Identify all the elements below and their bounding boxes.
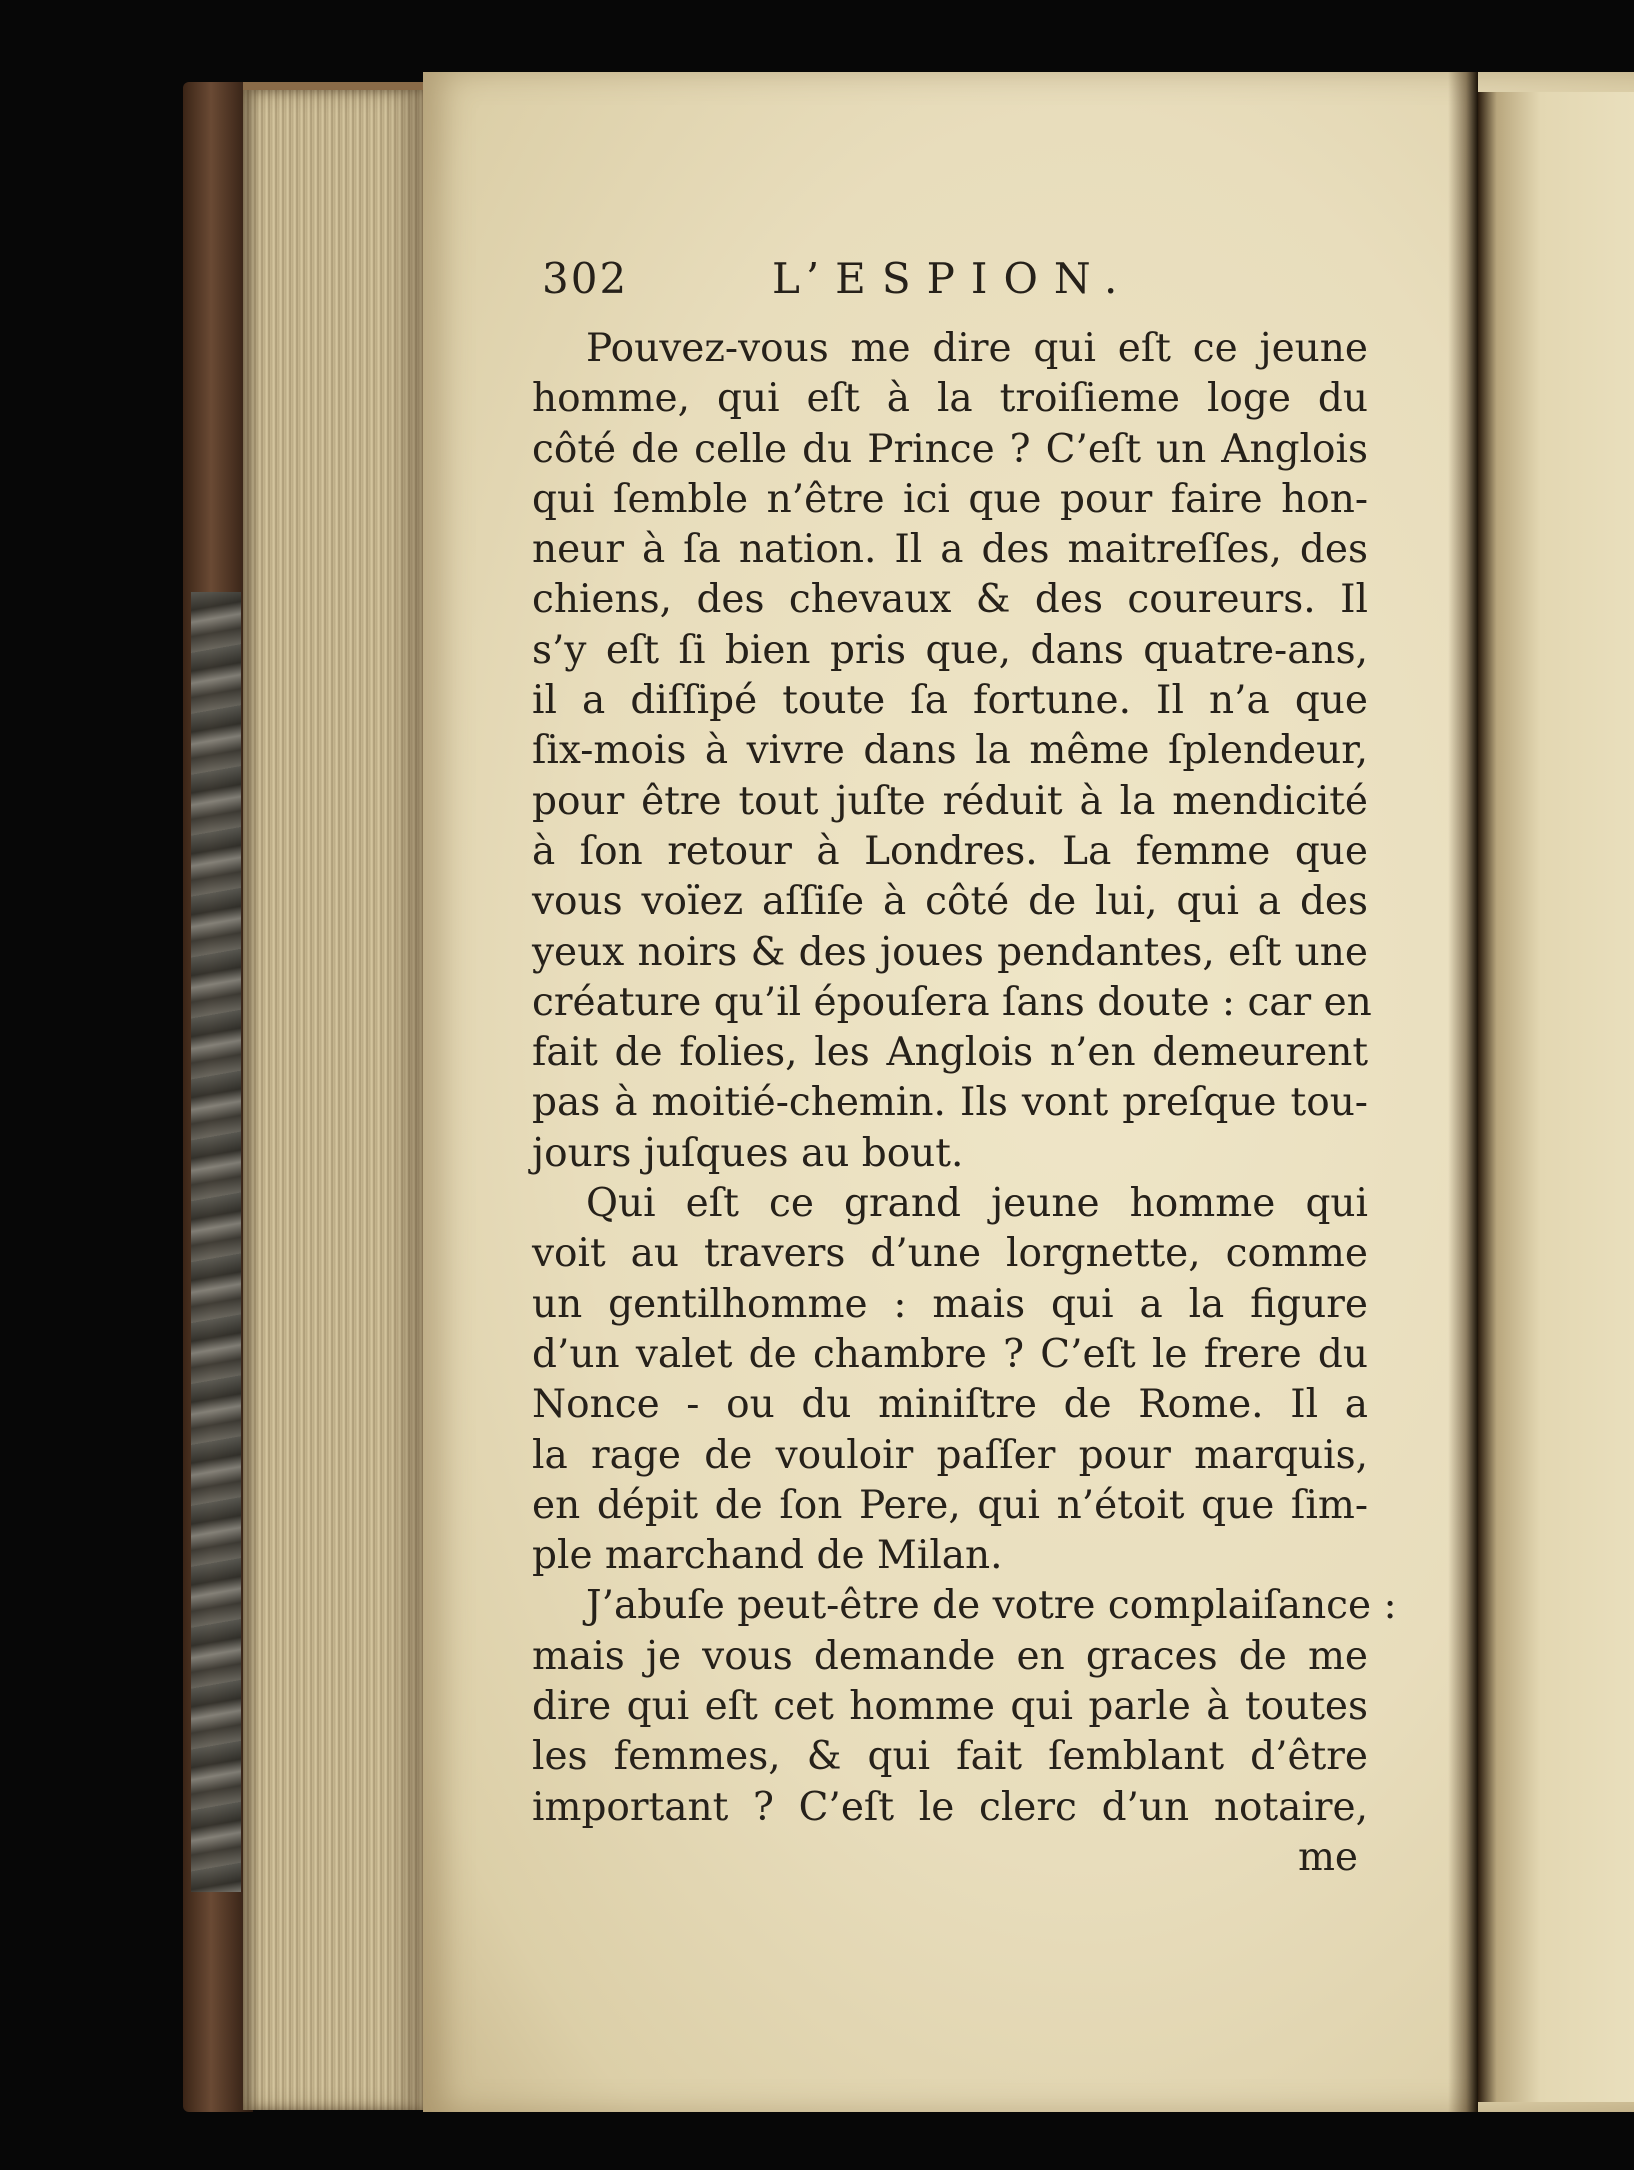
text-line: jours juſques au bout. <box>532 1130 964 1176</box>
text-line: la rage de vouloir paſſer pour marquis, <box>532 1432 1368 1478</box>
text-line: neur à ſa nation. Il a des maitreſſes, des <box>532 527 1368 573</box>
marbled-board <box>191 592 241 1892</box>
text-line: mais je vous demande en graces de me <box>532 1633 1368 1679</box>
text-line: créature qu’il épouſera ſans doute : car en <box>532 979 1372 1025</box>
text-line: les femmes, & qui fait ſemblant d’être <box>532 1734 1368 1780</box>
text-line: yeux noirs & des joues pendantes, eſt une <box>532 929 1368 975</box>
text-line: s’y eſt ſi bien pris que, dans quatre-ans, <box>532 627 1368 673</box>
text-line: dire qui eſt cet homme qui parle à toutes <box>532 1684 1368 1730</box>
text-line: pas à moitié-chemin. Ils vont preſque tou- <box>532 1080 1368 1126</box>
text-line: d’un valet de chambre ? C’eſt le frere du <box>532 1331 1368 1377</box>
text-line: vous voïez aſſiſe à côté de lui, qui a des <box>532 879 1368 925</box>
text-line: fait de folies, les Anglois n’en demeurent <box>532 1030 1368 1076</box>
text-line: Nonce - ou du miniſtre de Rome. Il a <box>532 1382 1368 1428</box>
paragraph <box>532 324 1372 1179</box>
text-line: côté de celle du Prince ? C’eſt un Anglois <box>532 426 1368 472</box>
facing-page-edge <box>1478 92 1634 2102</box>
page-edges <box>243 90 423 2110</box>
running-title: L’ESPION. <box>772 254 1134 303</box>
text-line: à ſon retour à Londres. La femme que <box>532 828 1368 874</box>
text-line: Pouvez-vous me dire qui eſt ce jeune <box>586 326 1368 371</box>
gutter-shadow <box>1448 72 1478 2112</box>
text-line: homme, qui eſt à la troiſieme loge du <box>532 376 1368 422</box>
text-line: voit au travers d’une lorgnette, comme <box>532 1231 1368 1277</box>
text-line: J’abuſe peut-être de votre complaiſance : <box>586 1583 1397 1629</box>
paragraph <box>532 1581 1397 1832</box>
text-line: ſix-mois à vivre dans la même ſplendeur, <box>532 728 1368 774</box>
text-line: pour être tout juſte réduit à la mendicité <box>532 778 1368 824</box>
text-line: important ? C’eſt le clerc d’un notaire, <box>532 1784 1368 1830</box>
running-head <box>532 254 1368 324</box>
catchword: me <box>1297 1834 1358 1880</box>
text-line: ple marchand de Milan. <box>532 1533 1003 1579</box>
text-line: il a diſſipé toute ſa fortune. Il n’a que <box>532 678 1368 724</box>
paragraph <box>532 1179 1368 1581</box>
text-line: chiens, des chevaux & des coureurs. Il <box>532 577 1368 623</box>
text-line: Qui eſt ce grand jeune homme qui <box>586 1181 1368 1227</box>
page-number: 302 <box>542 254 629 303</box>
text-line: en dépit de ſon Pere, qui n’étoit que ſim- <box>532 1482 1368 1528</box>
page-text-block <box>532 254 1397 1883</box>
text-line: qui ſemble n’être ici que pour faire hon- <box>532 476 1368 522</box>
text-line: un gentilhomme : mais qui a la figure <box>532 1281 1368 1327</box>
